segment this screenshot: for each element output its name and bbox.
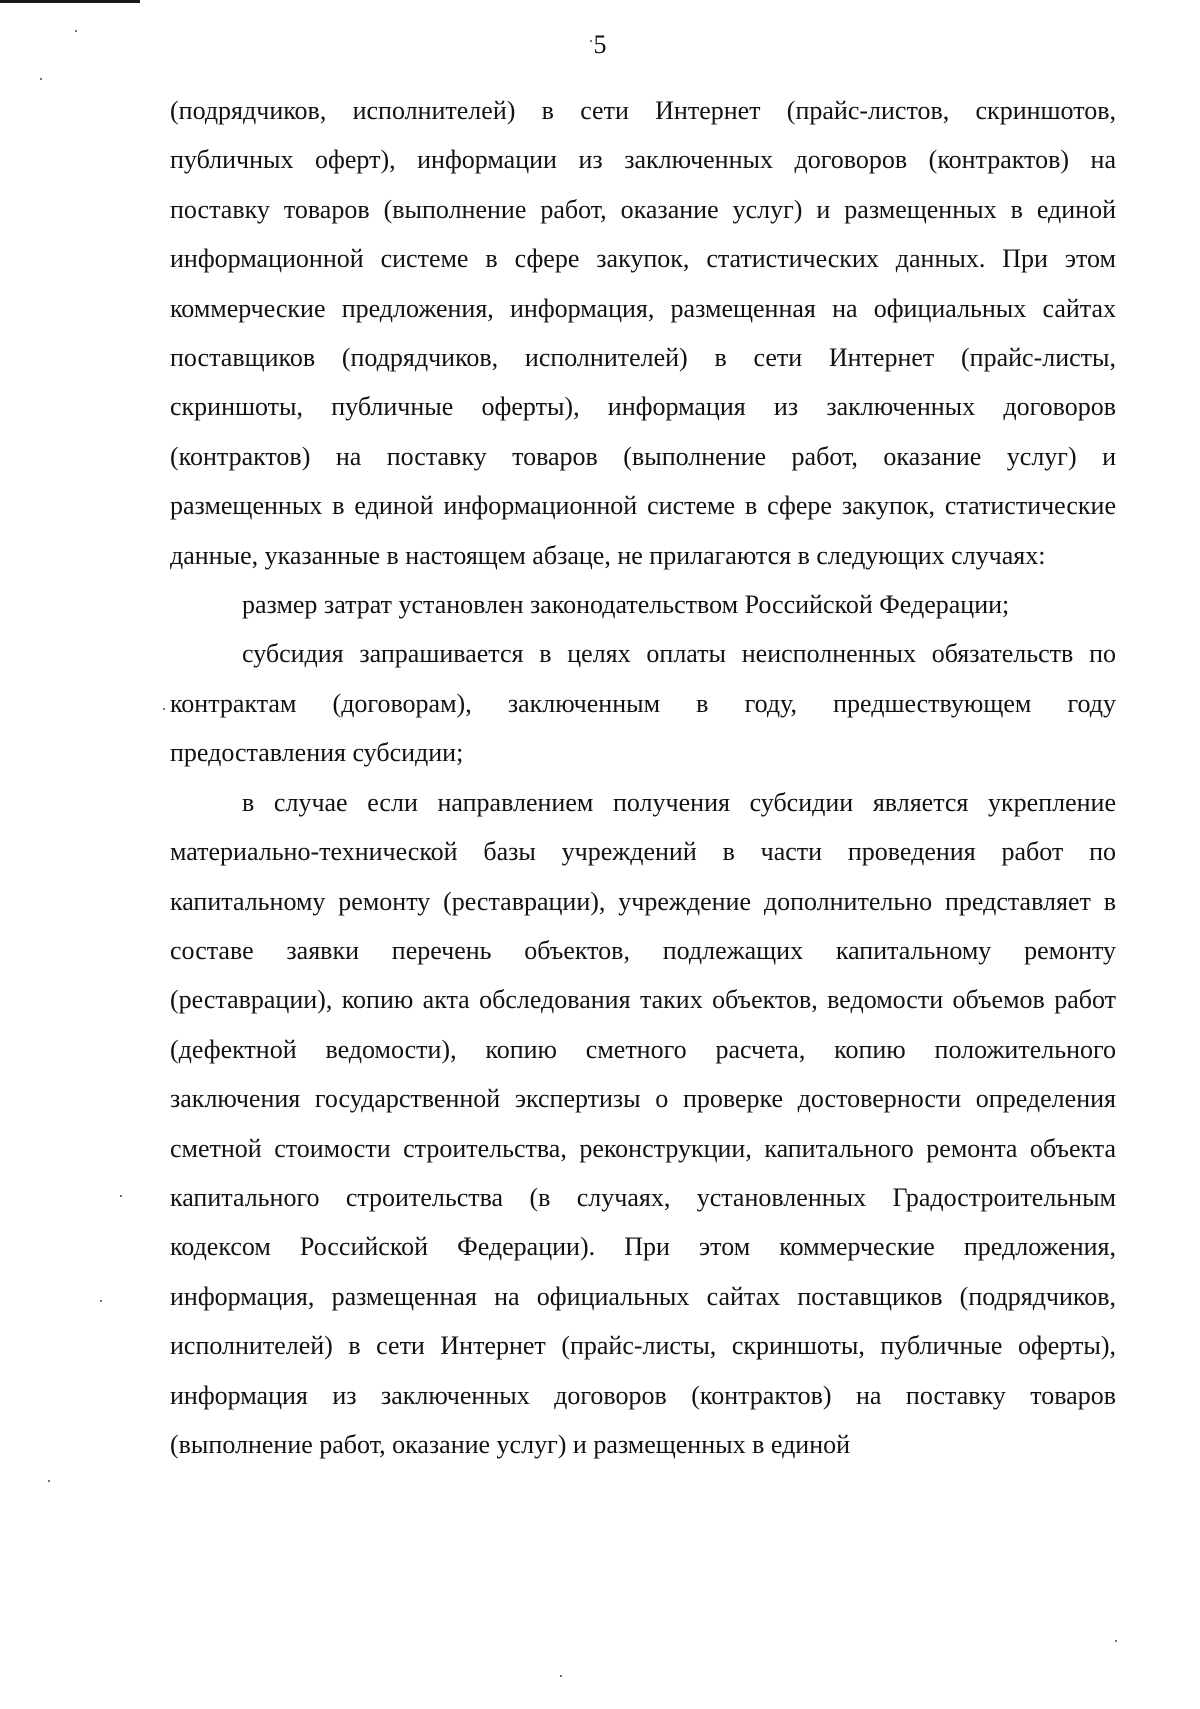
scan-speck (75, 30, 77, 32)
scan-speck (590, 40, 592, 42)
paragraph-capital-repair: в случае если направлением получения субсидии является укрепление материально-технической базы учреждений в части проведения работ по капитальному ремонту (реставрации), учреждение дополнительно представляет в составе заявки перечень объектов, подлежащих капитальному ремонту (реставрации), копию акта обследования таких объектов, ведомости объемов работ (дефектной ведомости), копию сметного расчета, копию положительного заключения государственной экспертизы о проверке достоверности определения сметной стоимости строительства, реконструкции, капитального ремонта объекта капитального строительства (в случаях, установленных Градостроительным кодексом Российской Федерации). При этом коммерческие предложения, информация, размещенная на официальных сайтах поставщиков (подрядчиков, исполнителей) в сети Интернет (прайс-листы, скриншоты, публичные оферты), информация из заключенных договоров (контрактов) на поставку товаров (выполнение работ, оказание услуг) и размещенных в единой (170, 787, 1116, 1459)
scan-speck (163, 708, 165, 710)
document-body (170, 86, 1116, 1469)
scan-edge-mark (0, 0, 140, 3)
scan-speck (1115, 1640, 1117, 1642)
scan-speck (120, 1195, 122, 1197)
page-number: 5 (593, 30, 607, 59)
paragraph-subsidy-obligations: субсидия запрашивается в целях оплаты неисполненных обязательств по контрактам (договорам), заключенным в году, предшествующем году предоставления субсидии; (170, 639, 1116, 768)
paragraph-continuation: (подрядчиков, исполнителей) в сети Интернет (прайс-листов, скриншотов, публичных оферт), информации из заключенных договоров (контрактов) на поставку товаров (выполнение работ, оказание услуг) и размещенных в единой информационной системе в сфере закупок, статистических данных. При этом коммерческие предложения, информация, размещенная на официальных сайтах поставщиков (подрядчиков, исполнителей) в сети Интернет (прайс-листы, скриншоты, публичные оферты), информация из заключенных договоров (контрактов) на поставку товаров (выполнение работ, оказание услуг) и размещенных в единой информационной системе в сфере закупок, статистические данные, указанные в настоящем абзаце, не прилагаются в следующих случаях: (170, 96, 1116, 570)
scan-speck (40, 78, 42, 80)
paragraph-cost-size: размер затрат установлен законодательством Российской Федерации; (242, 590, 1010, 620)
scan-speck (560, 1675, 562, 1677)
scan-speck (100, 1300, 102, 1302)
scan-speck (48, 1480, 50, 1482)
